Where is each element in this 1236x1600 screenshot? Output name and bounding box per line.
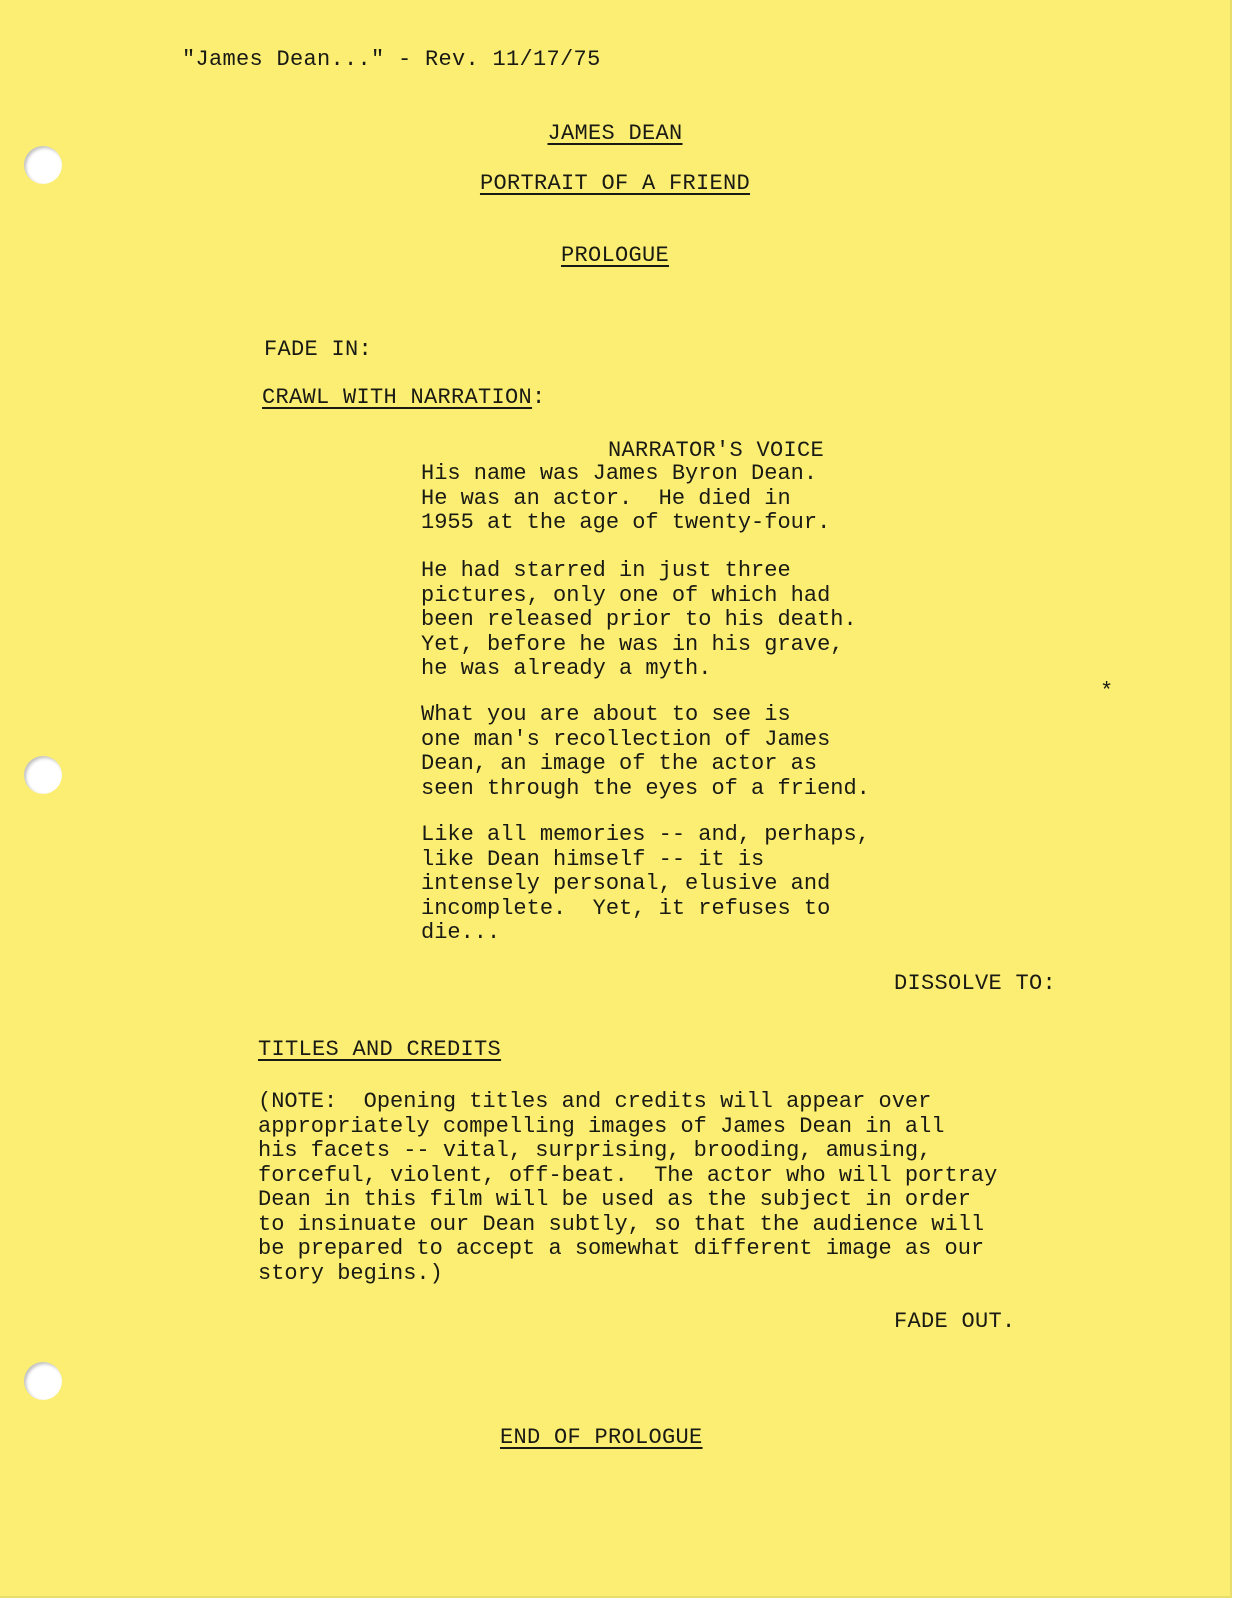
narration-paragraph-1: His name was James Byron Dean. He was an actor. He died in 1955 at the age of twenty-four. [421, 461, 831, 535]
revision-header: "James Dean..." - Rev. 11/17/75 [182, 47, 601, 72]
script-subtitle-text: PORTRAIT OF A FRIEND [479, 171, 751, 196]
titles-heading [258, 1038, 501, 1063]
narration-paragraph-3: What you are about to see is one man's recollection of James Dean, an image of the actor as seen through the eyes of a friend. [421, 702, 870, 801]
end-of-prologue [500, 1426, 703, 1451]
revision-asterisk: * [1100, 679, 1114, 704]
script-title [0, 122, 1230, 147]
narration-paragraph-2: He had starred in just three pictures, only one of which had been released prior to his death. Yet, before he was in his grave, he was already a myth. [421, 558, 857, 681]
narration-paragraph-4: Like all memories -- and, perhaps, like Dean himself -- it is intensely personal, elusive and incomplete. Yet, it refuses to die... [421, 822, 870, 945]
section-heading [0, 244, 1230, 269]
section-heading-text: PROLOGUE [560, 243, 670, 268]
fade-out: FADE OUT. [894, 1309, 1016, 1334]
crawl-label: CRAWL WITH NARRATION [262, 385, 533, 410]
script-title-text: JAMES DEAN [547, 121, 683, 146]
end-of-prologue-text: END OF PROLOGUE [500, 1425, 703, 1450]
crawl-colon: : [532, 385, 546, 410]
titles-note: (NOTE: Opening titles and credits will appear over appropriately compelling images of James Dean in all his facets -- vital, surprising, brooding, amusing, forceful, violent, off-beat. The actor who will portray Dean in this film will be used as the subject in order to insinuate our Dean subtly, so that the audience will be prepared to accept a somewhat different image as our story begins.) [258, 1089, 998, 1286]
crawl-heading [262, 386, 546, 411]
dissolve-to: DISSOLVE TO: [894, 971, 1057, 996]
fade-in: FADE IN: [264, 337, 373, 362]
punch-hole-middle [24, 756, 62, 794]
punch-hole-bottom [24, 1362, 62, 1400]
character-name: NARRATOR'S VOICE [608, 438, 825, 463]
script-subtitle [0, 172, 1230, 197]
titles-heading-text: TITLES AND CREDITS [258, 1037, 502, 1062]
